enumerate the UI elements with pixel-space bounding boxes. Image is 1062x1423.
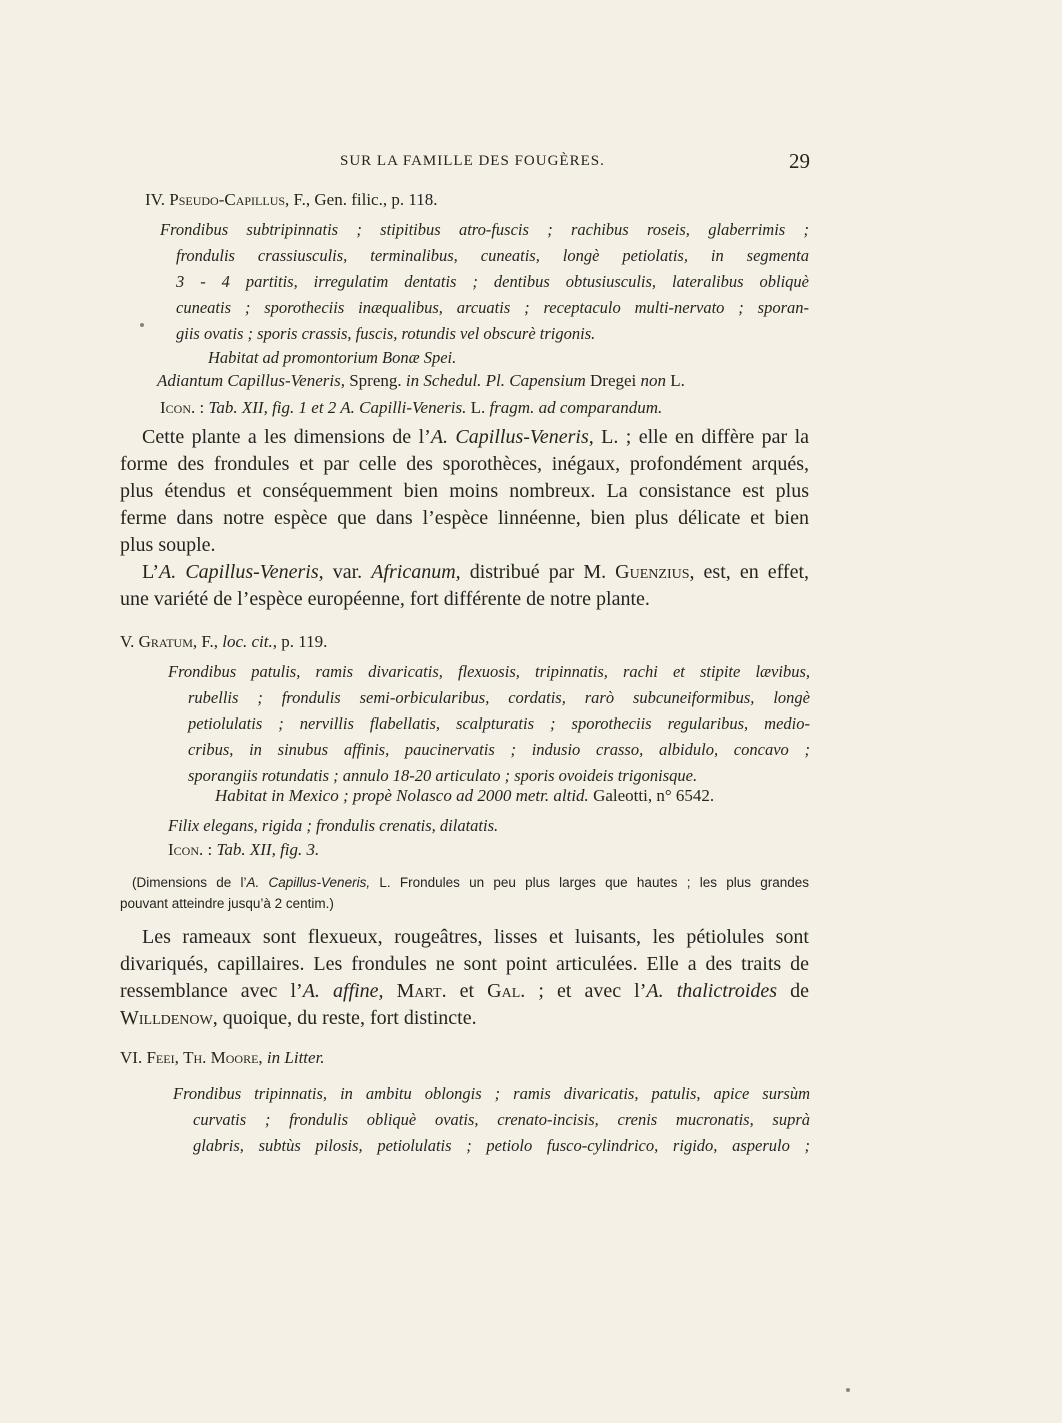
text-run: ; et avec l’ [525,980,647,1002]
text-line [120,559,809,586]
section-iv-heading [145,190,437,210]
section-v-habitat [215,786,714,806]
text-run: , quoique, du reste, fort distincte. [212,1007,477,1029]
text-line: plus souple. [120,534,216,556]
text-run: distribué par M. [460,561,616,583]
habitat-collector: Galeotti, n° 6542. [588,786,715,805]
icon-label: Icon. [160,398,196,417]
text-run: (Dimensions de l’ [132,875,247,890]
synonym-end: L. [666,371,685,390]
text-run: L. ; elle en diffère par la [593,426,810,448]
habitat-text: Habitat in Mexico ; propè Nolasco ad 2000 metr. altid. [215,786,589,805]
text-run: Africanum, [371,561,461,583]
text-run: A. thalictroides [646,980,778,1002]
latin-line: 3 - 4 partitis, irregulatim dentatis ; dentibus obtusiusculis, lateralibus obliquè [176,272,809,291]
section-reference: loc. cit. [222,632,273,651]
section-number: IV. [145,190,165,209]
text-run: L’ [142,561,160,583]
section-vi-heading [120,1048,325,1068]
latin-line: giis ovatis ; sporis crassis, fuscis, rotundis vel obscurè trigonis. [176,324,596,343]
latin-line: Frondibus tripinnatis, in ambitu oblongis ; ramis divaricatis, patulis, apice sursùm [173,1084,810,1103]
text-run: Willdenow [120,1007,213,1029]
section-v-description [168,659,810,789]
text-line [120,978,809,1005]
text-run: A. affine, [302,980,384,1002]
text-line: forme des frondules et par celle des sporothèces, inégaux, profondément arqués, [120,453,809,475]
text-run: , est, en effet, [689,561,810,583]
icon-colon: : [203,840,217,859]
synonym-source: in Schedul. Pl. Capensium [405,371,586,390]
section-reference: in Litter. [266,1048,325,1067]
text-line: une variété de l’espèce européenne, fort différente de notre plante. [120,588,650,610]
section-v-paragraph [120,924,809,1032]
section-iv-icon [160,398,662,418]
page-speck [140,323,144,327]
section-iv-habitat: Habitat ad promontorium Bonæ Spei. [208,348,457,367]
species-name: Gratum [138,632,193,651]
latin-line: cuneatis ; sporotheciis inæqualibus, arcuatis ; receptaculo multi-nervato ; sporan- [176,298,809,317]
latin-line: cribus, in sinubus affinis, paucinervatis ; indusio crasso, albidulo, concavo ; [188,740,810,759]
text-line [120,424,809,451]
text-run: et [446,980,488,1002]
text-line: ferme dans notre espèce que dans l’espèce linnéenne, bien plus délicate et bien [120,507,809,529]
section-iv-paragraph-2 [120,559,809,613]
icon-reference: Tab. XII, fig. 3. [216,840,320,859]
text-line [120,1005,809,1032]
section-iv-paragraph-1 [120,424,809,559]
synonym-author: Spreng. [344,371,406,390]
latin-line: frondulis crassiusculis, terminalibus, cuneatis, longè petiolatis, in segmenta [176,246,809,265]
text-run: Mart. [396,980,447,1002]
running-header [340,149,810,173]
latin-line: glabris, subtùs pilosis, petiolulatis ; petiolo fusco-cylindrico, rigido, asperulo ; [193,1136,810,1155]
synonym-collector: Dregei [585,371,641,390]
latin-line: sporangiis rotundatis ; annulo 18-20 articulato ; sporis ovoideis trigonisque. [188,766,698,785]
section-reference: , p. 119. [272,632,328,651]
text-run: L. Frondules un peu plus larges que hautes ; les plus grandes [370,875,809,890]
text-line: pouvant atteindre jusqu’à 2 centim.) [120,896,334,911]
latin-line: curvatis ; frondulis obliquè ovatis, crenato-incisis, crenis mucronatis, suprà [193,1110,810,1129]
text-run: A. Capillus-Veneris, [246,875,371,890]
section-v-filix: Filix elegans, rigida ; frondulis crenatis, dilatatis. [168,816,499,835]
section-number: VI. [120,1048,143,1067]
latin-line: Frondibus subtripinnatis ; stipitibus atro-fuscis ; rachibus roseis, glaberrimis ; [160,220,809,239]
text-run [384,980,397,1002]
icon-colon: : [195,398,209,417]
text-line: divariqués, capillaires. Les frondules ne sont point articulées. Elle a des traits de [120,953,809,975]
section-iv-synonym [157,371,685,391]
icon-reference: Tab. XII, fig. 1 et 2 A. Capilli-Veneris. [208,398,467,417]
section-v-note [120,872,809,914]
species-name: Feei [146,1048,175,1067]
page-number: 29 [789,149,810,173]
section-v-heading [120,632,327,652]
section-number: V. [120,632,135,651]
text-line [120,872,809,893]
text-run: Gal. [487,980,526,1002]
section-reference: , F., [192,632,223,651]
text-run: ressemblance avec l’ [120,980,303,1002]
text-line: plus étendus et conséquemment bien moins nombreux. La consistance est plus [120,480,809,502]
latin-line: Frondibus patulis, ramis divaricatis, flexuosis, tripinnatis, rachi et stipite lævibus, [168,662,810,681]
section-v-icon [168,840,319,860]
latin-line: rubellis ; frondulis semi-orbicularibus, cordatis, rarò subcuneiformibus, longè [188,688,810,707]
section-reference: , F., Gen. filic., p. 118. [285,190,438,209]
latin-line: petiolulatis ; nervillis flabellatis, scalpturatis ; sporotheciis regularibus, medio- [188,714,810,733]
author-name: Th. Moore [183,1048,259,1067]
section-iv-description [160,217,809,347]
separator: , [258,1048,267,1067]
icon-note: fragm. ad comparandum. [489,398,663,417]
synonym-non: non [640,371,667,390]
synonym-name: Adiantum Capillus-Veneris, [157,371,345,390]
text-run: de [777,980,810,1002]
text-run: A. Capillus-Veneris, [159,561,324,583]
icon-label: Icon. [168,840,204,859]
running-title: SUR LA FAMILLE DES FOUGÈRES. [340,153,605,169]
text-run: Cette plante a les dimensions de l’ [142,426,431,448]
species-name: Pseudo-Capillus [169,190,286,209]
page-speck [846,1388,850,1392]
text-line: Les rameaux sont flexueux, rougeâtres, lisses et luisants, les pétiolules sont [142,926,809,948]
text-run: A. Capillus-Veneris, [430,426,594,448]
text-run: Guenzius [615,561,690,583]
separator: , [174,1048,184,1067]
icon-author: L. [466,398,490,417]
section-vi-description [173,1081,810,1159]
text-run: var. [323,561,372,583]
